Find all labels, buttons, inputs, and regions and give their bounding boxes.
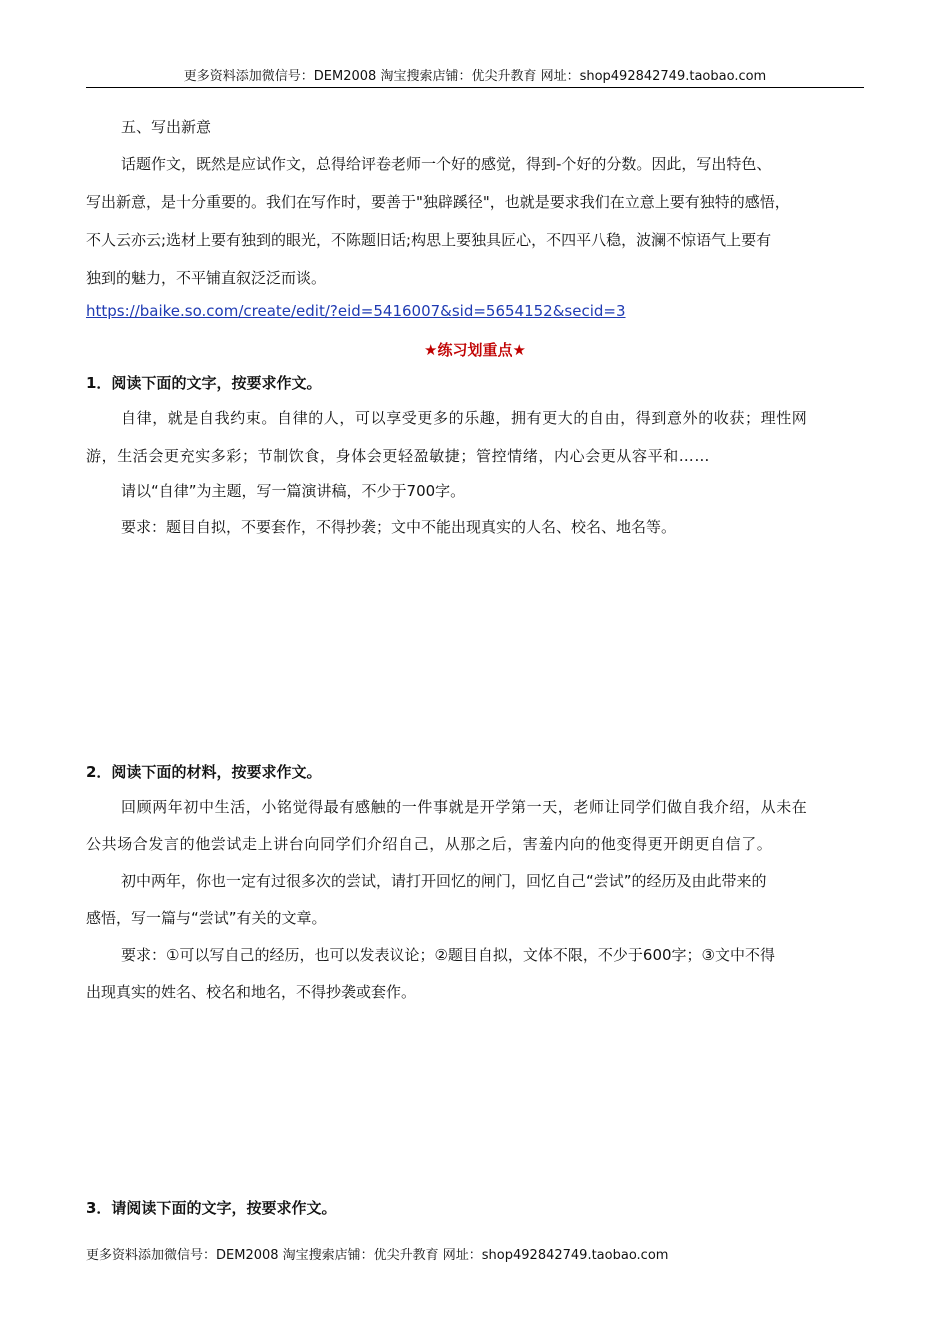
paragraph-line: 不人云亦云;选材上要有独到的眼光，不陈题旧话;构思上要独具匠心，不四平八稳，波澜不惊语气上要有 [86, 231, 772, 249]
question-3-title: 3．请阅读下面的文字，按要求作文。 [86, 1199, 337, 1217]
question-1-requirement: 要求：题目自拟，不要套作，不得抄袭；文中不能出现真实的人名、校名、地名等。 [121, 518, 677, 536]
reference-link[interactable]: https://baike.so.com/create/edit/?eid=5416007&sid=5654152&secid=3 [86, 302, 626, 320]
page-footer: 更多资料添加微信号：DEM2008 淘宝搜索店铺：优尖升教育 网址：shop492842749.taobao.com [86, 1248, 669, 1263]
question-2-prompt-line: 初中两年，你也一定有过很多次的尝试，请打开回忆的闸门，回忆自己“尝试”的经历及由此带来的 [121, 872, 767, 890]
paragraph-line: 独到的魅力，不平铺直叙泛泛而谈。 [86, 269, 327, 287]
question-2-material-line: 公共场合发言的他尝试走上讲台向同学们介绍自己，从那之后，害羞内向的他变得更开朗更自信了。 [86, 835, 773, 853]
question-1-prompt: 请以“自律”为主题，写一篇演讲稿，不少于700字。 [121, 482, 466, 500]
paragraph-line: 写出新意，是十分重要的。我们在写作时，要善于"独辟蹊径"，也就是要求我们在立意上要有独特的感悟， [86, 193, 790, 211]
header-divider [86, 87, 864, 88]
page-header: 更多资料添加微信号：DEM2008 淘宝搜索店铺：优尖升教育 网址：shop492842749.taobao.com [183, 69, 767, 84]
section-heading: 五、写出新意 [121, 118, 212, 136]
question-1-title: 1．阅读下面的文字，按要求作文。 [86, 374, 322, 392]
question-2-material-line: 回顾两年初中生活，小铭觉得最有感触的一件事就是开学第一天，老师让同学们做自我介绍，从未在 [121, 798, 808, 816]
question-2-requirement-line: 出现真实的姓名、校名和地名，不得抄袭或套作。 [86, 983, 417, 1001]
question-2-title: 2．阅读下面的材料，按要求作文。 [86, 763, 322, 781]
practice-title: ★练习划重点★ [424, 341, 526, 359]
question-1-material-line: 游，生活会更充实多彩；节制饮食，身体会更轻盈敏捷；管控情绪，内心会更从容平和…… [86, 447, 711, 465]
question-2-prompt-line: 感悟，写一篇与“尝试”有关的文章。 [86, 909, 327, 927]
question-1-material-line: 自律，就是自我约束。自律的人，可以享受更多的乐趣，拥有更大的自由，得到意外的收获；理性网 [121, 409, 808, 427]
paragraph-line: 话题作文，既然是应试作文，总得给评卷老师一个好的感觉，得到-个好的分数。因此，写出特色、 [121, 155, 772, 173]
question-2-requirement-line: 要求：①可以写自己的经历，也可以发表议论；②题目自拟，文体不限，不少于600字；③文中不得 [121, 946, 775, 964]
